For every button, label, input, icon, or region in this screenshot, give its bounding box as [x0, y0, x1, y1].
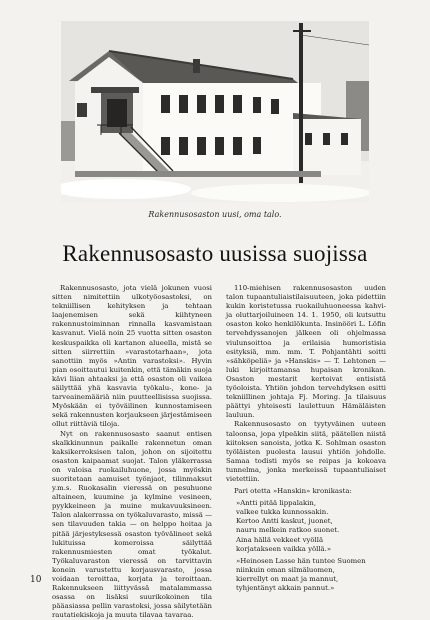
photo-caption: Rakennusosaston uusi, oma talo. [0, 210, 430, 219]
building-photo [61, 21, 369, 203]
article-column-left [52, 284, 212, 620]
poem-line: Kertoo Antti kaskut, juonet, [236, 517, 386, 526]
article-headline: Rakennusosasto uusissa suojissa [0, 241, 430, 267]
page-number: 10 [30, 575, 41, 585]
poem-line: korjatakseen vaikka yöllä.» [236, 545, 386, 554]
article-column-right [226, 284, 386, 596]
poem-line: kierrellyt on maat ja mannut, [236, 575, 386, 584]
poem-line: Aina hällä vekkeet vyöllä [236, 536, 386, 545]
article-paragraph: 110-miehisen rakennusosaston uuden talon tupaantuliaistilaisuuteen, joka pidettiin kukin koristetussa ruokailuhuoneessa kahvi- ja oluttarjoiluineen 14. 1. 1950, oli kutsuttu osaston koko henkilökunta. Insinööri L. Löfin tervehdyssanojen jälkeen oli ohjelmassa viulunsoittoa ja erilaisia humoristisia esityksiä, mm. mm. T. Pohjantähti soitti »sähköpeliä» ja »Hanskis» — T. Lehtonen — luki kirjoittamansa hupaisan kronikan. Osaston mestarit kertoivat entisistä työoloista. Yhtiön johdon tervehdyksen esitti tekniillinen johtaja Fj. Moring. Ja tilaisuus päättyi yhteisesti laulettuun Hämäläisten lauluun. [226, 284, 386, 420]
poem-line: tyhjentänyt akkain pannut.» [236, 584, 386, 593]
building-photo-illustration [61, 21, 369, 203]
poem-line: »Antti pitää lippalakin, [236, 499, 386, 508]
article-paragraph: Nyt on rakennusosasto saanut entisen skalkkinunnun paikalle rakennetun oman kaksikerroksisen talon, johon on sijoitettu osaston kaipaamat suojat. Talon yläkerrassa on valoisa ruokailuhuone, jossa myöskin suoritetaan aamuiset työnjaot, tilinmaksut y.m.s. Ruokasalin vieressä on pesuhuone altaineen, kuumine ja kylmine vesineen, pyykkeineen ja muine mukavuuksineen. Talon alakerrassa on työkaluvarasto, missä — sen tilavuuden takia — on helppo hoitaa ja pitää järjestyksessä osaston työvälineet sekä lukituissa komeroissa säilyttää rakennusmiesten omat työkalut. Työkaluvaraston vieressä on tarvittavin konein varustettu korjausvarasto, jossa voidaan teroittaa, korjata ja teroittaan. Rakennukseen liittyvässä matalammassa osassa on lisäksi suurikokoinen tila pääasiassa pellin varastoksi, jossa säilytetään rautatiekiskoja ja muuta tilavaa tavaraa. [52, 430, 212, 620]
poem-stanza [236, 499, 386, 554]
poem-line: nauru melkein ratkoo suonet. [236, 526, 386, 535]
poem-stanza [236, 557, 386, 593]
poem-line: niinkuin oman silmäluomen, [236, 566, 386, 575]
article-paragraph: Rakennusosasto on tyytyväinen uuteen taloonsa, jopa ylpeäkin siitä, päätellen niistä kiitoksen sanoista, jotka K. Sohlman osaston työläisten puolesta lausui yhtiön johdolle. Samaa todisti myös se reipas ja kokoava tunnelma, jonka merkeissä tupaantuliaiset vietettiin. [226, 420, 386, 484]
poem-line: »Heinosen Lasse hän tuntee Suomen [236, 557, 386, 566]
article-paragraph: Rakennusosasto, jota vielä jokunen vuosi sitten nimitettiin ulkotyöosastoksi, on tekniillisen kehityksen ja tehtaan laajenemisen sekä kiihtyneen rakennustoiminnan rinnalla kasvamistaan kasvanut. Vielä noin 25 vuotta sitten osaston keskuspaikka oli kartanon alueella, mistä se sitten siirrettiin »varastotarhaan», jota sanottiin myös »Antin varastoksi». Hyvin pian osoittautui kuitenkin, että tämäkin suoja kävi liian ahtaaksi ja että osaston oli vaikea säilyttää yhä kasvavia työkalu-, kone- ja tarveainemääriä niin puutteellisissa suojissa. Myöskään ei työväilinen kunnostamiseen sekä rakennusten korjaukseen järjestämiseen ollut riittäviä tiloja. [52, 284, 212, 430]
poem-line: valkee tukka kunnossakin. [236, 508, 386, 517]
poem-intro: Pari otetta »Hanskin» kronikasta: [226, 487, 386, 496]
